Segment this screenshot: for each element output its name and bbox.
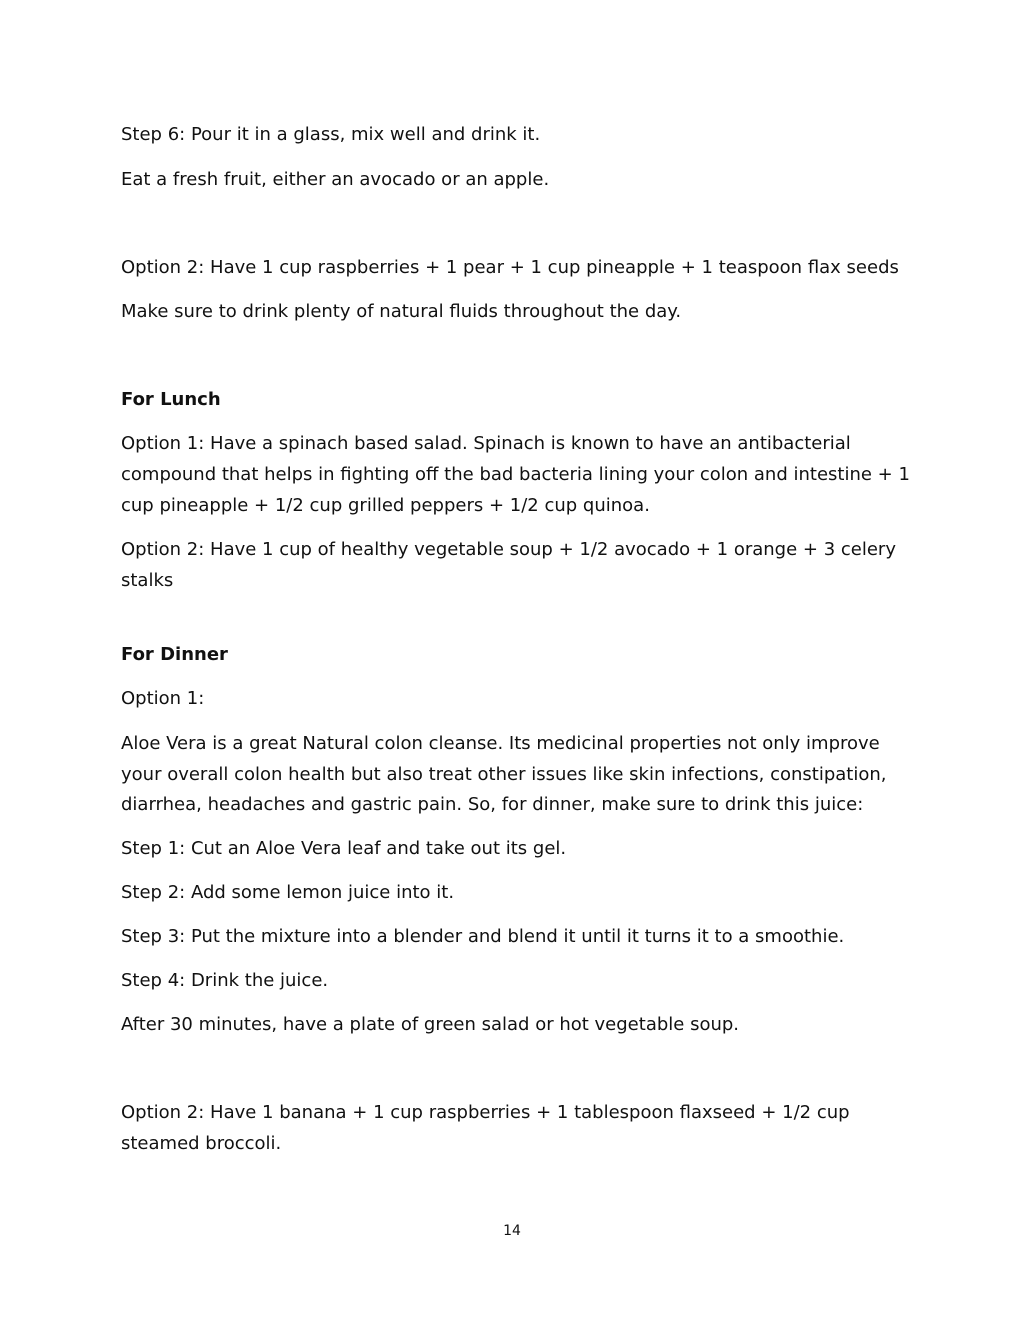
dinner-option-1-label: Option 1:	[121, 688, 205, 709]
dinner-step-1: Step 1: Cut an Aloe Vera leaf and take out its gel.	[121, 838, 567, 859]
fluids-text: Make sure to drink plenty of natural fluids throughout the day.	[121, 301, 682, 322]
lunch-option-1-line: compound that helps in fighting off the bad bacteria lining your colon and intestine + 1	[121, 464, 910, 485]
step-6-text: Step 6: Pour it in a glass, mix well and drink it.	[121, 124, 541, 145]
breakfast-option-2-text: Option 2: Have 1 cup raspberries + 1 pear + 1 cup pineapple + 1 teaspoon flax seeds	[121, 257, 899, 278]
dinner-option-2-line: steamed broccoli.	[121, 1133, 282, 1154]
aloe-vera-line: diarrhea, headaches and gastric pain. So, for dinner, make sure to drink this juice:	[121, 794, 864, 815]
dinner-step-3: Step 3: Put the mixture into a blender and blend it until it turns it to a smoothie.	[121, 926, 845, 947]
lunch-option-2-line: Option 2: Have 1 cup of healthy vegetable soup + 1/2 avocado + 1 orange + 3 celery	[121, 539, 896, 560]
dinner-option-2-line: Option 2: Have 1 banana + 1 cup raspberries + 1 tablespoon flaxseed + 1/2 cup	[121, 1102, 850, 1123]
lunch-option-1-line: cup pineapple + 1/2 cup grilled peppers + 1/2 cup quinoa.	[121, 495, 650, 516]
dinner-step-4: Step 4: Drink the juice.	[121, 970, 329, 991]
fresh-fruit-text: Eat a fresh fruit, either an avocado or an apple.	[121, 169, 550, 190]
dinner-heading: For Dinner	[121, 644, 228, 665]
aloe-vera-line: your overall colon health but also treat other issues like skin infections, constipation,	[121, 764, 887, 785]
lunch-option-2-line: stalks	[121, 570, 174, 591]
after-30-minutes-text: After 30 minutes, have a plate of green salad or hot vegetable soup.	[121, 1014, 740, 1035]
dinner-step-2: Step 2: Add some lemon juice into it.	[121, 882, 455, 903]
page-number: 14	[503, 1223, 521, 1239]
lunch-option-1-line: Option 1: Have a spinach based salad. Spinach is known to have an antibacterial	[121, 433, 851, 454]
lunch-heading: For Lunch	[121, 389, 221, 410]
aloe-vera-line: Aloe Vera is a great Natural colon cleanse. Its medicinal properties not only improve	[121, 733, 880, 754]
